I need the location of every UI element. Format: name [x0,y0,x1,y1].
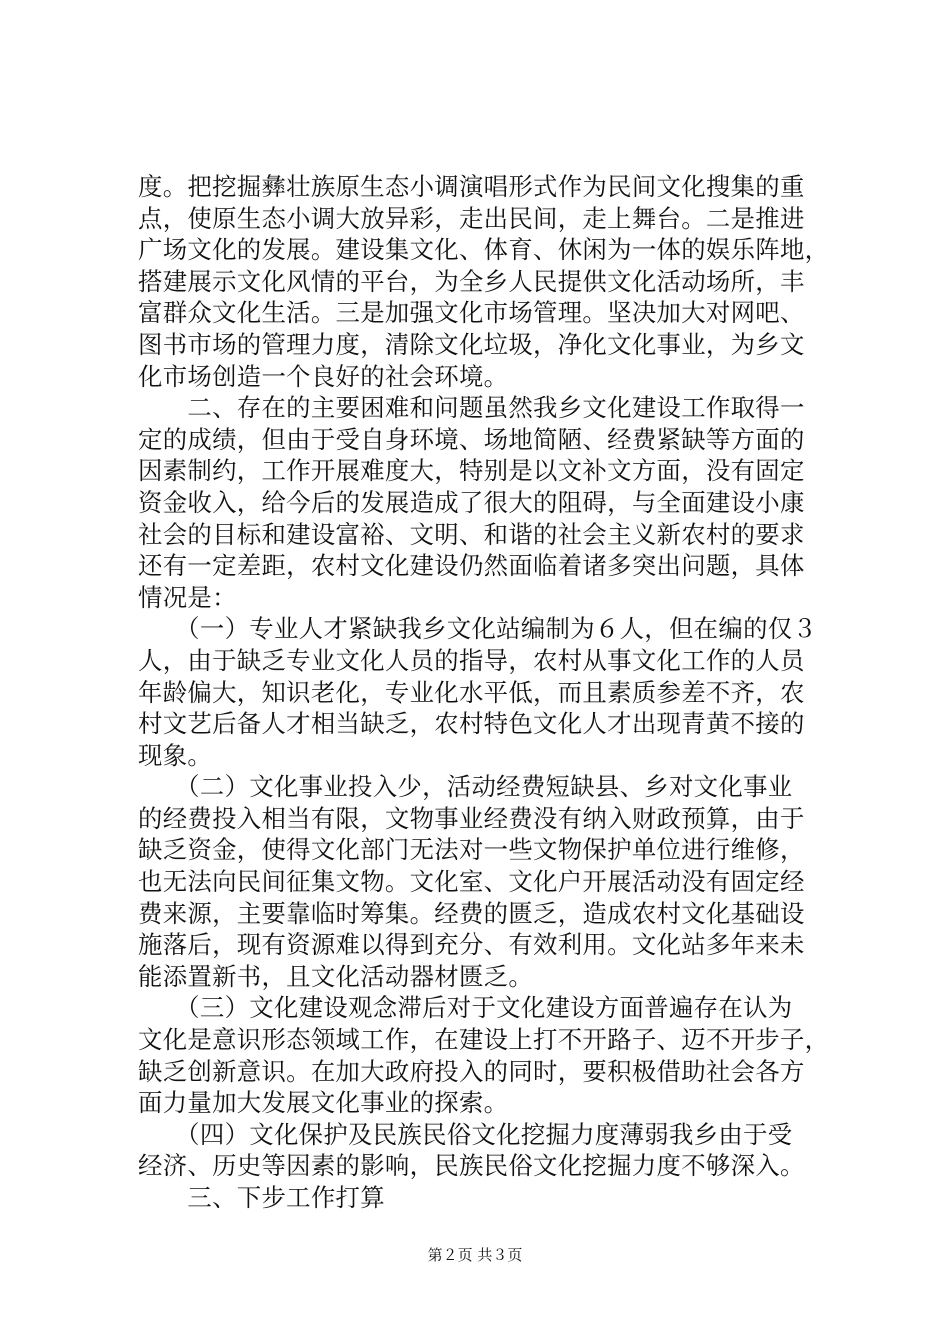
text-line: 文化是意识形态领域工作，在建设上打不开路子、迈不开步子， [138,1025,830,1055]
text-line: 广场文化的发展。建设集文化、体育、休闲为一体的娱乐阵地， [138,235,830,265]
text-line: 缺乏资金，使得文化部门无法对一些文物保护单位进行维修， [138,835,805,865]
subsection-line: （三）文化建设观念滞后对于文化建设方面普遍存在认为 [138,993,793,1023]
text-line: 资金收入，给今后的发展造成了很大的阻碍，与全面建设小康 [138,487,805,517]
text-line: 情况是： [138,582,237,612]
text-line: 社会的目标和建设富裕、文明、和谐的社会主义新农村的要求 [138,519,805,549]
text-line: 面力量加大发展文化事业的探索。 [138,1088,509,1118]
subsection-line: （四）文化保护及民族民俗文化挖掘力度薄弱我乡由于受 [138,1119,793,1149]
text-line: 点，使原生态小调大放异彩，走出民间，走上舞台。二是推进 [138,203,805,233]
document-body [138,171,838,1214]
subsection-line: （一）专业人才紧缺我乡文化站编制为６人，但在编的仅３ [138,614,818,644]
text-line: 也无法向民间征集文物。文化室、文化户开展活动没有固定经 [138,867,805,897]
text-line: 因素制约，工作开展难度大，特别是以文补文方面，没有固定 [138,456,805,486]
text-line: 化市场创造一个良好的社会环境。 [138,361,509,391]
text-line: 搭建展示文化风情的平台，为全乡人民提供文化活动场所，丰 [138,266,805,296]
text-line: 能添置新书，且文化活动器材匮乏。 [138,961,534,991]
text-line: 经济、历史等因素的影响，民族民俗文化挖掘力度不够深入。 [138,1151,805,1181]
section-heading-line: 二、存在的主要困难和问题虽然我乡文化建设工作取得一 [138,393,805,423]
text-line: 图书市场的管理力度，清除文化垃圾，净化文化事业，为乡文 [138,329,805,359]
subsection-line: （二）文化事业投入少，活动经费短缺县、乡对文化事业 [138,772,793,802]
text-line: 施落后，现有资源难以得到充分、有效利用。文化站多年来未 [138,930,805,960]
text-line: 度。把挖掘彝壮族原生态小调演唱形式作为民间文化搜集的重 [138,172,805,201]
text-line: 缺乏创新意识。在加大政府投入的同时，要积极借助社会各方 [138,1056,805,1086]
text-line: 现象。 [138,740,213,770]
page-number-footer: 第２页 共３页 [427,1246,523,1264]
text-line: 富群众文化生活。三是加强文化市场管理。坚决加大对网吧、 [138,298,805,328]
text-line: 村文艺后备人才相当缺乏，农村特色文化人才出现青黄不接的 [138,709,805,739]
text-line: 人，由于缺乏专业文化人员的指导，农村从事文化工作的人员 [138,645,805,675]
text-line: 费来源，主要靠临时筹集。经费的匮乏，造成农村文化基础设 [138,898,805,928]
text-line: 定的成绩，但由于受自身环境、场地简陋、经费紧缺等方面的 [138,424,805,454]
text-line: 的经费投入相当有限，文物事业经费没有纳入财政预算，由于 [138,803,805,833]
text-line: 年龄偏大，知识老化，专业化水平低，而且素质参差不齐，农 [138,677,805,707]
section-heading-line: 三、下步工作打算 [138,1183,385,1212]
text-line: 还有一定差距，农村文化建设仍然面临着诸多突出问题，具体 [138,551,805,581]
